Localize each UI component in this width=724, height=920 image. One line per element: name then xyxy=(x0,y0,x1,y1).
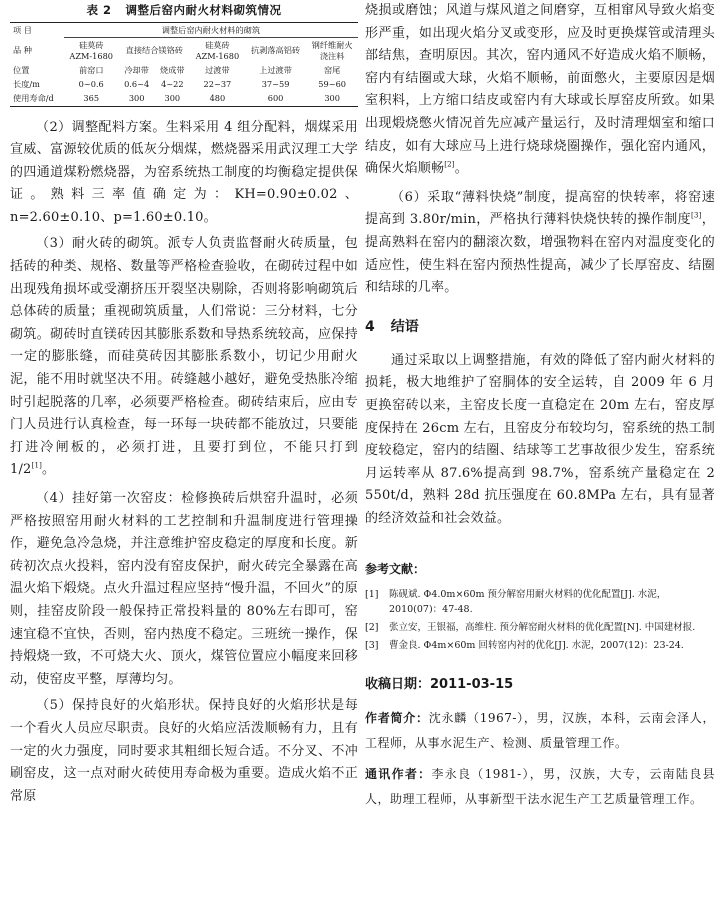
reference-number: [3] xyxy=(365,640,379,652)
section-heading xyxy=(365,316,715,336)
thin-feed-text-b: ，提高熟料在窑内的翻滚次数，增强物料在窑内对温度变化的适应性，使生料在窑内预热性提高，减少了长厚窑皮、结圈和结球的几率。 xyxy=(365,212,715,296)
position-cell: 过渡带 xyxy=(205,64,230,75)
author-text: 沈永麟（1967-），男，汉族，本科，云南会泽人，工程师，从事水泥生产、检测、质量管理工作。 xyxy=(365,711,715,751)
table-cell xyxy=(190,38,245,63)
reference-number: [1] xyxy=(365,589,379,601)
table-cell xyxy=(245,38,307,63)
length-cell: 37~59 xyxy=(261,79,290,89)
table-header-item: 项 目 xyxy=(10,23,64,38)
paragraph-kiln-coating: （4）挂好第一次窑皮：检修换砖后烘窑升温时，必须严格按照窑用耐火材料的工艺控制和升温制度进行管理操作，避免急冷急烧，并注意维护窑皮稳定的厚度和长度。新砖初次点火投料，窑内没有窑皮保护，耐火砖完全暴露在高温火焰下煅烧。点火升温过程应坚持“慢升温，不回火”的原则，挂窑皮阶段一般保持正常投料量的 80%左右即可，窑速宜稳不宜快，否则，窑内热度不稳定。三班统一操作，保持煅烧一致，不可烧大火、顶火，煤管位置应小幅度来回移动，使窑皮平整，厚薄均匀。 xyxy=(10,491,358,687)
position-cell: 上过渡带 xyxy=(259,64,292,75)
reference-item xyxy=(365,638,715,653)
life-cell: 300 xyxy=(306,91,358,106)
length-cell: 22~37 xyxy=(203,79,232,89)
position-cell: 窑尾 xyxy=(323,64,341,75)
life-cell: 480 xyxy=(190,91,245,106)
citation-ref: [1] xyxy=(31,462,43,471)
type-cell: 直接结合镁铬砖 xyxy=(125,45,183,56)
position-cell: 前窑口 xyxy=(78,64,104,75)
table-cell xyxy=(119,38,190,63)
life-cell: 365 xyxy=(64,91,119,106)
table-cell xyxy=(306,38,358,63)
paragraph-flame-continued xyxy=(365,0,715,181)
row-label-position: 位置 xyxy=(13,64,30,75)
masonry-end: 。 xyxy=(42,462,56,478)
table-caption xyxy=(10,2,358,18)
type-cell: 抗剥落高铝砖 xyxy=(250,45,301,56)
refractory-table xyxy=(10,22,358,107)
received-date: 收稿日期：2011-03-15 xyxy=(365,677,514,693)
reference-text: 陈砚斌. Φ4.0m×60m 预分解窑用耐火材料的优化配置[J]. 水泥，2010(07)：47-48. xyxy=(389,589,667,616)
paragraph-conclusion: 通过采取以上调整措施，有效的降低了窑内耐火材料的损耗，极大地维护了窑胴体的安全运转，自 2009 年 6 月更换窑砖以来，主窑皮长度一直稳定在 20m 左右，窑皮厚度保持在 26cm 左右，且窑皮分布较均匀，窑系统的热工制度较稳定，窑内的结圈、结球等工艺事故很少发生，窑系统月运转率从 87.6%提高到 98.7%，窑系统产量稳定在 2 550t/d，熟料 28d 抗压强度在 60.8MPa 左右，具有显著的经济效益和社会效益。 xyxy=(365,352,715,526)
life-cell: 300 xyxy=(119,91,155,106)
table-label: 表 2 xyxy=(86,3,112,17)
author-label: 作者简介： xyxy=(365,711,429,726)
reference-item xyxy=(365,587,715,617)
right-column xyxy=(365,0,715,818)
left-column xyxy=(10,0,358,808)
length-cell: 59~60 xyxy=(318,79,346,89)
position-cell: 冷却带 xyxy=(124,64,149,75)
position-cell: 烧成带 xyxy=(160,64,185,75)
life-cell: 300 xyxy=(155,91,190,106)
reference-number: [2] xyxy=(365,622,379,634)
type-cell: 硅莫砖 AZM-1680 xyxy=(195,40,240,61)
type-cell: 硅莫砖 AZM-1680 xyxy=(69,40,114,61)
reference-text: 张立安，王银福，高维柱. 预分解窑耐火材料的优化配置[N]. 中国建材报. xyxy=(389,622,696,634)
paragraph-adjust-batching: （2）调整配料方案。生料采用 4 组分配料，烟煤采用宣威、富源较优质的低灰分烟煤，燃烧器采用武汉理工大学的四通道煤粉燃烧器，为窑系统热工制度的均衡稳定提供保证。熟料三率值确定为：KH=0.90±0.02、n=2.60±0.10、p=1.60±0.10。 xyxy=(10,119,358,225)
length-cell: 0.6~4 xyxy=(124,79,150,89)
citation-ref: [3] xyxy=(691,212,702,221)
corresponding-author xyxy=(365,762,715,812)
flame-cont-end: 。 xyxy=(454,161,468,177)
flame-cont-text: 烧损或磨蚀；风道与煤风道之间磨穿，互相窜风导致火焰变形严重，如出现火焰分叉或变形，应及时更换煤管或清理头部结焦，查明原因。其次，窑内通风不好造成火焰不顺畅，窑内有结圈或大球，火焰不顺畅，前面憋火，主要原因是烟室积料，上方缩口结皮或窑内有大球或长厚窑皮所致。如果出现煅烧憋火情况首先应减产量运行，及时清理烟室和缩口结皮，如有大球应马上进行烧球烧圈操作，强化窑内通风，确保火焰顺畅 xyxy=(365,3,715,177)
row-label-life: 使用寿命/d xyxy=(10,91,64,106)
type-cell: 钢纤维耐火 浇注料 xyxy=(311,40,353,61)
section-title: 结语 xyxy=(390,318,419,335)
author-bio xyxy=(365,706,715,756)
row-label-type: 品 种 xyxy=(13,45,32,56)
paragraph-flame-shape: （5）保持良好的火焰形状。保持良好的火焰形状是每一个看火人员应尽职责。良好的火焰应活泼顺畅有力，且有一定的火力强度，同时要求其粗细长短合适。不分叉、不冲刷窑皮，这一点对耐火砖使用寿命极为重要。造成火焰不正常原 xyxy=(10,698,358,804)
table-group-header: 调整后窑内耐火材料的砌筑 xyxy=(64,23,358,38)
row-label-length: 长度/m xyxy=(13,79,40,89)
paragraph-brick-masonry xyxy=(10,233,358,482)
corr-text: 李永良（1981-），男，汉族，大专，云南陆良县人，助理工程师，从事新型干法水泥生产工艺质量管理工作。 xyxy=(365,767,715,807)
masonry-text: （3）耐火砖的砌筑。派专人负责监督耐火砖质量，包括砖的种类、规格、数量等严格检查验收，在砌砖过程中如出现残角损坏或受潮挤压开裂坚决剔除，否则将影响砌筑后总体砖的质量；重视砌筑质量，人们常说：三分材料，七分砌筑。砌砖时直镁砖因其膨胀系数和导热系统较高，应保持一定的膨胀缝，而硅莫砖因其膨胀系数小，切记少用耐火泥，能不用时就坚决不用。砖缝越小越好，避免受热胀冷缩时引起脱落的几率，必须要严格检查。砌砖结束后，应由专门人员进行认真检查，每一环每一块砖都不能放过，只要能打进冷闸板的，必须打进，且要打到位，不能只打到 1/2 xyxy=(10,236,358,478)
thin-feed-text-a: （6）采取“薄料快烧”制度，提高窑的快转率，将窑速提高到 3.80r/min，严格执行薄料快烧快转的操作制度 xyxy=(365,189,715,228)
section-number: 4 xyxy=(365,318,375,335)
paragraph-thin-feed xyxy=(365,187,715,300)
length-cell: 0~0.6 xyxy=(78,79,104,89)
references-heading: 参考文献： xyxy=(365,562,426,577)
citation-ref: [2] xyxy=(444,160,455,169)
table-cell xyxy=(64,38,119,63)
corr-label: 通讯作者： xyxy=(365,767,432,782)
table-title: 调整后窑内耐火材料砌筑情况 xyxy=(125,3,282,17)
reference-item xyxy=(365,620,715,635)
life-cell: 600 xyxy=(245,91,307,106)
reference-text: 曹金良. Φ4m×60m 回转窑内衬的优化[J]. 水泥，2007(12)：23-24. xyxy=(389,640,684,652)
length-cell: 4~22 xyxy=(161,79,184,89)
